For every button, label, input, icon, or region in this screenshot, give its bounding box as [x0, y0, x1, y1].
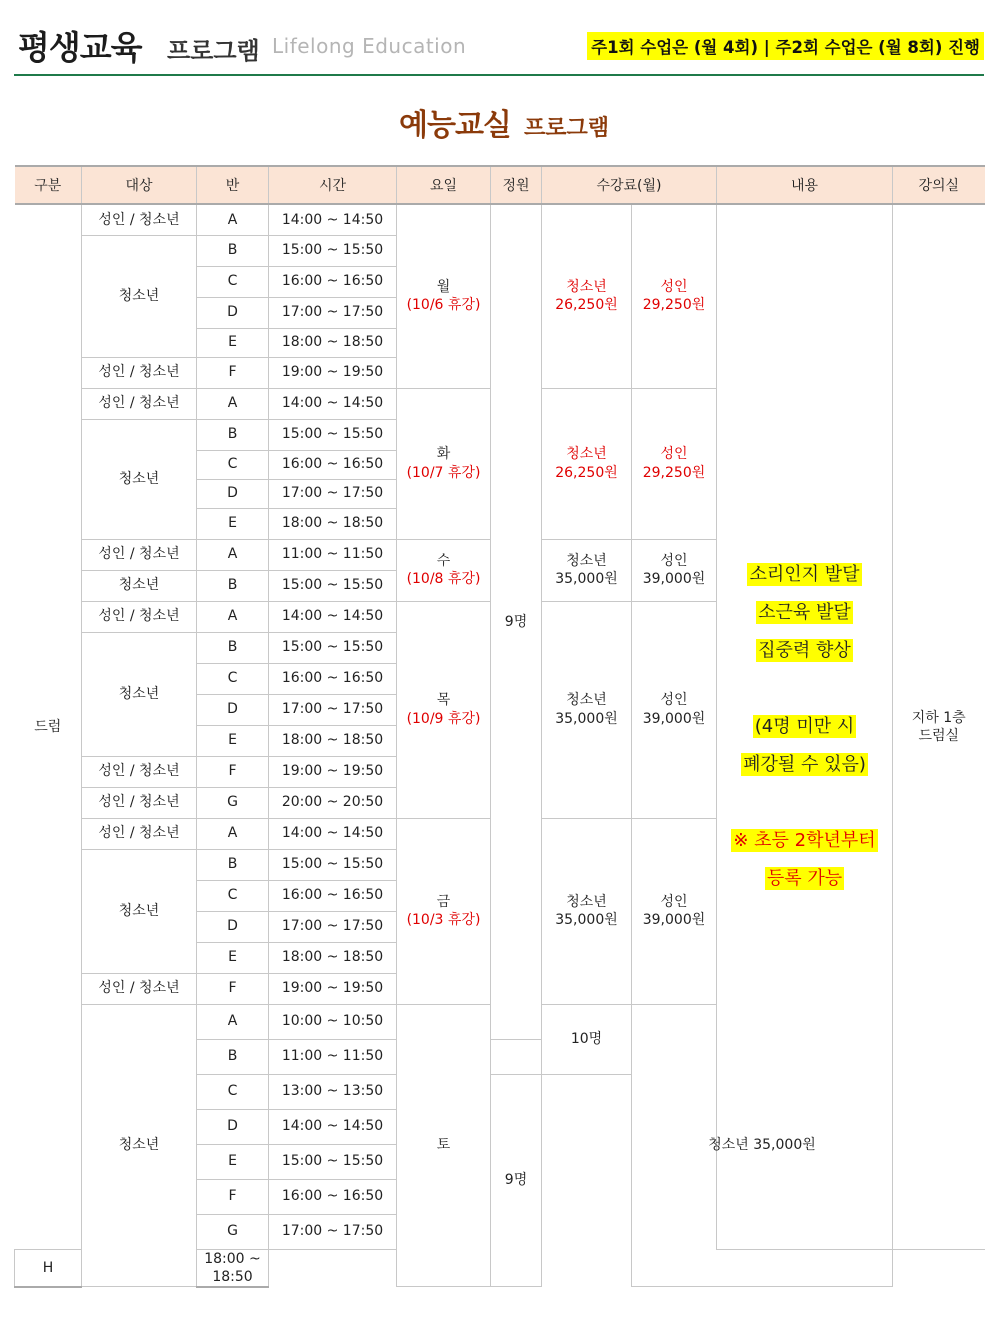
capacity-cell: 9명: [491, 204, 542, 1039]
target-cell: 청소년: [82, 419, 197, 539]
page-title-sub: 프로그램: [524, 116, 610, 141]
fee-adult-label: 성인: [660, 552, 688, 569]
time-cell: 15:00 ~ 15:50: [269, 419, 397, 450]
schedule-table: [14, 165, 985, 1288]
page-title: [0, 100, 1008, 144]
header-english-title: Lifelong Education: [272, 34, 467, 58]
fee-youth-label: 청소년: [566, 552, 607, 569]
target-cell: 성인 / 청소년: [82, 756, 197, 787]
header-schedule-note: 주1회 수업은 (월 4회) | 주2회 수업은 (월 8회) 진행: [587, 32, 984, 60]
fee-adult-label: 성인: [660, 446, 688, 463]
target-cell: 청소년: [82, 1004, 197, 1287]
fee-youth-label: 청소년: [566, 279, 607, 296]
class-cell: B: [197, 419, 269, 450]
fee-youth-cell: [542, 204, 632, 388]
day-cell: [397, 818, 491, 1004]
class-cell: E: [197, 725, 269, 756]
header-day: 요일: [397, 166, 491, 204]
day-cell: [397, 539, 491, 601]
class-cell: A: [197, 1004, 269, 1039]
fee-youth-amount: 35,000원: [555, 710, 618, 727]
fee-adult-label: 성인: [660, 893, 688, 910]
target-cell: 청소년: [82, 570, 197, 601]
header-capacity: 정원: [491, 166, 542, 204]
time-cell: 17:00 ~ 17:50: [269, 1214, 397, 1249]
class-cell: A: [197, 388, 269, 419]
day-cell: 토: [397, 1004, 491, 1287]
target-cell: 성인 / 청소년: [82, 787, 197, 818]
class-cell: H: [15, 1249, 82, 1287]
header-time: 시간: [269, 166, 397, 204]
fee-adult-cell: [632, 818, 717, 1004]
time-cell: 18:00 ~ 18:50: [269, 508, 397, 539]
fee-adult-cell: [632, 388, 717, 539]
class-cell: D: [197, 479, 269, 508]
class-cell: D: [197, 1109, 269, 1144]
header-main-title: 평생교육: [18, 28, 142, 67]
target-cell: 성인 / 청소년: [82, 388, 197, 419]
class-cell: C: [197, 450, 269, 479]
time-cell: 10:00 ~ 10:50: [269, 1004, 397, 1039]
header-divider: [14, 74, 984, 76]
class-cell: C: [197, 663, 269, 694]
class-cell: D: [197, 911, 269, 942]
fee-adult-label: 성인: [660, 692, 688, 709]
target-cell: 청소년: [82, 235, 197, 357]
content-warning: 폐강될 수 있음): [743, 753, 866, 775]
target-cell: 청소년: [82, 849, 197, 973]
fee-youth-cell: [542, 539, 632, 601]
fee-cell: 청소년 35,000원: [632, 1004, 893, 1287]
header-class: 반: [197, 166, 269, 204]
fee-youth-label: 청소년: [566, 692, 607, 709]
fee-adult-amount: 29,250원: [642, 464, 706, 481]
time-cell: 18:00 ~ 18:50: [269, 725, 397, 756]
target-cell: 성인 / 청소년: [82, 601, 197, 632]
table-row: [15, 204, 985, 235]
class-cell: E: [197, 508, 269, 539]
fee-adult-amount: 39,000원: [642, 912, 706, 928]
class-cell: F: [197, 973, 269, 1004]
time-cell: 15:00 ~ 15:50: [269, 632, 397, 663]
day-label: 금: [436, 893, 451, 910]
fee-adult-amount: 39,000원: [642, 710, 706, 727]
day-cell: [397, 601, 491, 818]
time-cell: 18:00 ~ 18:50: [197, 1249, 269, 1287]
target-cell: 성인 / 청소년: [82, 973, 197, 1004]
header-content: 내용: [717, 166, 893, 204]
time-cell: 11:00 ~ 11:50: [269, 539, 397, 570]
page-title-main: 예능교실: [398, 108, 511, 143]
content-line: 소근육 발달: [758, 601, 851, 623]
room-cell: [893, 204, 985, 1249]
content-note: 등록 가능: [766, 867, 843, 889]
class-cell: A: [197, 818, 269, 849]
class-cell: A: [197, 204, 269, 235]
time-cell: 11:00 ~ 11:50: [269, 1039, 397, 1074]
time-cell: 14:00 ~ 14:50: [269, 204, 397, 235]
target-cell: 성인 / 청소년: [82, 539, 197, 570]
fee-youth-amount: 35,000원: [555, 912, 618, 928]
time-cell: 15:00 ~ 15:50: [269, 849, 397, 880]
time-cell: 15:00 ~ 15:50: [269, 570, 397, 601]
header-sub-title: 프로그램: [167, 37, 260, 65]
class-cell: G: [197, 787, 269, 818]
class-cell: B: [197, 849, 269, 880]
time-cell: 17:00 ~ 17:50: [269, 911, 397, 942]
time-cell: 15:00 ~ 15:50: [269, 235, 397, 266]
time-cell: 16:00 ~ 16:50: [269, 450, 397, 479]
time-cell: 14:00 ~ 14:50: [269, 818, 397, 849]
class-cell: A: [197, 601, 269, 632]
fee-youth-cell: [542, 601, 632, 818]
fee-youth-cell: [542, 818, 632, 1004]
class-cell: B: [197, 235, 269, 266]
day-cell: [397, 204, 491, 388]
class-cell: E: [197, 942, 269, 973]
time-cell: 16:00 ~ 16:50: [269, 266, 397, 297]
time-cell: 16:00 ~ 16:50: [269, 880, 397, 911]
class-cell: F: [197, 1179, 269, 1214]
content-warning: (4명 미만 시: [754, 715, 855, 737]
fee-adult-amount: 29,250원: [642, 297, 706, 314]
time-cell: 15:00 ~ 15:50: [269, 1144, 397, 1179]
day-note: (10/8 휴강): [406, 571, 481, 587]
day-label: 목: [436, 692, 451, 709]
header-fee: 수강료(월): [542, 166, 717, 204]
fee-youth-cell: [542, 388, 632, 539]
class-cell: B: [197, 1039, 269, 1074]
fee-adult-cell: [632, 204, 717, 388]
header-room: 강의실: [893, 166, 985, 204]
time-cell: 17:00 ~ 17:50: [269, 479, 397, 508]
capacity-cell: 9명: [491, 1074, 542, 1287]
time-cell: 14:00 ~ 14:50: [269, 1109, 397, 1144]
class-cell: F: [197, 756, 269, 787]
capacity-cell: 10명: [542, 1004, 632, 1074]
fee-youth-amount: 26,250원: [555, 464, 618, 481]
time-cell: 19:00 ~ 19:50: [269, 973, 397, 1004]
time-cell: 17:00 ~ 17:50: [269, 297, 397, 328]
time-cell: 14:00 ~ 14:50: [269, 388, 397, 419]
day-label: 화: [436, 446, 451, 463]
header-category: 구분: [15, 166, 82, 204]
fee-adult-label: 성인: [660, 279, 688, 296]
class-cell: F: [197, 357, 269, 388]
fee-youth-label: 청소년: [566, 893, 607, 910]
class-cell: G: [197, 1214, 269, 1249]
target-cell: 청소년: [82, 632, 197, 756]
day-note: (10/6 휴강): [406, 297, 481, 314]
class-cell: C: [197, 266, 269, 297]
class-cell: B: [197, 632, 269, 663]
target-cell: 성인 / 청소년: [82, 204, 197, 235]
fee-youth-amount: 35,000원: [555, 571, 618, 587]
room-name: 드럼실: [918, 727, 960, 744]
day-note: (10/3 휴강): [406, 912, 481, 928]
table-header-row: [15, 166, 985, 204]
class-cell: E: [197, 328, 269, 357]
content-line: 집중력 향상: [758, 639, 851, 661]
time-cell: 13:00 ~ 13:50: [269, 1074, 397, 1109]
class-cell: A: [197, 539, 269, 570]
time-cell: 20:00 ~ 20:50: [269, 787, 397, 818]
fee-adult-amount: 39,000원: [642, 571, 706, 587]
fee-youth-amount: 26,250원: [555, 297, 618, 314]
class-cell: B: [197, 570, 269, 601]
time-cell: 16:00 ~ 16:50: [269, 663, 397, 694]
content-line: 소리인지 발달: [749, 563, 860, 585]
class-cell: D: [197, 297, 269, 328]
category-cell: 드럼: [15, 204, 82, 1249]
fee-adult-cell: [632, 539, 717, 601]
day-label: 월: [436, 279, 451, 296]
time-cell: 14:00 ~ 14:50: [269, 601, 397, 632]
content-note: ※ 초등 2학년부터: [733, 829, 876, 851]
page-header: [14, 18, 984, 74]
day-note: (10/7 휴강): [406, 464, 481, 481]
time-cell: 16:00 ~ 16:50: [269, 1179, 397, 1214]
class-cell: C: [197, 1074, 269, 1109]
day-label: 수: [436, 552, 451, 569]
fee-adult-cell: [632, 601, 717, 818]
time-cell: 19:00 ~ 19:50: [269, 357, 397, 388]
header-target: 대상: [82, 166, 197, 204]
fee-youth-label: 청소년: [566, 446, 607, 463]
day-note: (10/9 휴강): [406, 710, 481, 727]
time-cell: 18:00 ~ 18:50: [269, 942, 397, 973]
time-cell: 19:00 ~ 19:50: [269, 756, 397, 787]
time-cell: 17:00 ~ 17:50: [269, 694, 397, 725]
class-cell: C: [197, 880, 269, 911]
target-cell: 성인 / 청소년: [82, 357, 197, 388]
class-cell: E: [197, 1144, 269, 1179]
day-cell: [397, 388, 491, 539]
time-cell: 18:00 ~ 18:50: [269, 328, 397, 357]
target-cell: 성인 / 청소년: [82, 818, 197, 849]
room-floor: 지하 1층: [911, 709, 966, 726]
class-cell: D: [197, 694, 269, 725]
